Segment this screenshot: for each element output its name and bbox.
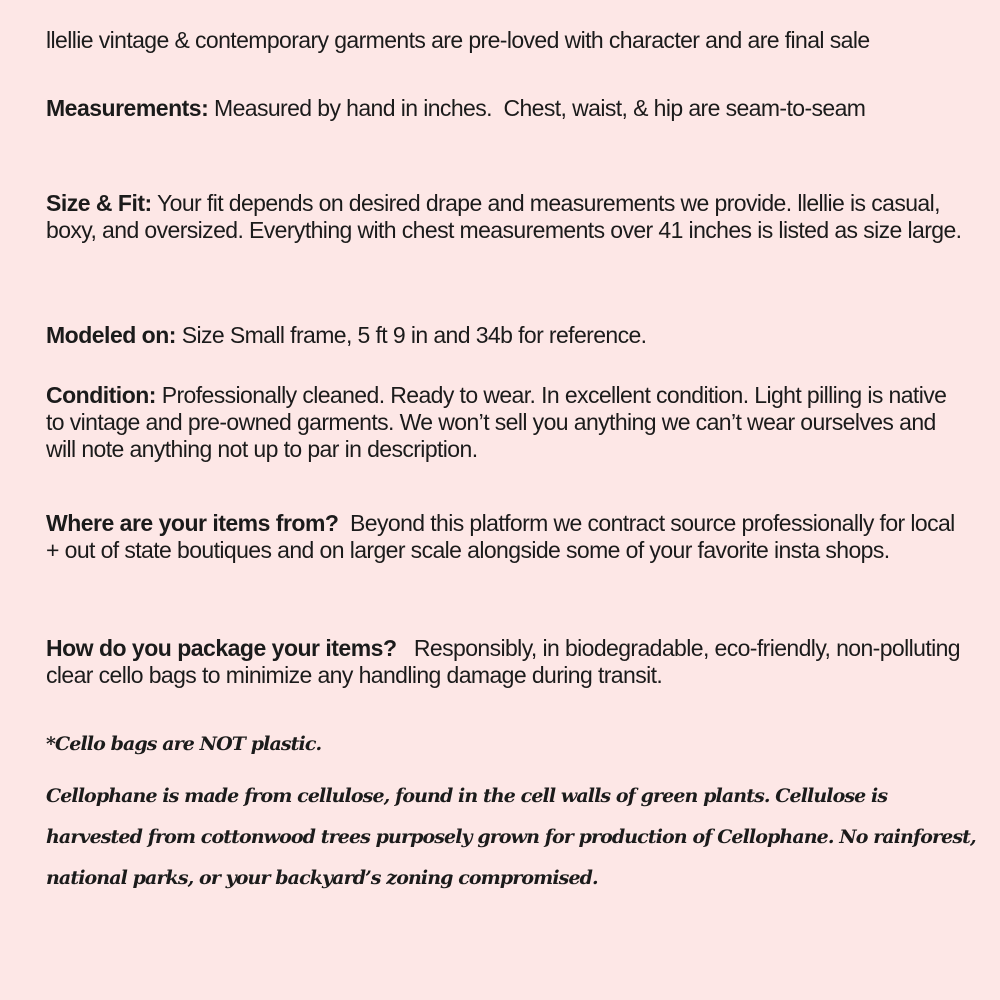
- condition-label: Condition:: [46, 382, 156, 408]
- where-from-label: Where are your items from?: [46, 510, 339, 536]
- intro-text: llellie vintage & contemporary garments are pre-loved with character and are final sale: [46, 27, 870, 53]
- cello-note-heading: *Cello bags are NOT plastic.: [46, 733, 322, 755]
- size-fit-text: Your fit depends on desired drape and measurements we provide. llellie is casual, boxy, and oversized. Everything with chest measurements over 41 inches is listed as size large.: [46, 190, 962, 243]
- size-fit-section: [46, 190, 970, 244]
- size-fit-label: Size & Fit:: [46, 190, 152, 216]
- cello-note-body: Cellophane is made from cellulose, found in the cell walls of green plants. Cellulose is harvested from cottonwood trees purposely grown for production of Cellophane. No rainforest, national parks, or your backyard’s zoning compromised.: [46, 785, 976, 889]
- measurements-label: Measurements:: [46, 95, 209, 121]
- where-from-text: Beyond this platform we contract source professionally for local + out of state boutiques and on larger scale alongside some of your favorite insta shops.: [46, 510, 961, 563]
- modeled-on-section: [46, 322, 970, 349]
- packaging-section: [46, 635, 970, 689]
- modeled-on-text: Size Small frame, 5 ft 9 in and 34b for reference.: [175, 322, 647, 348]
- measurements-section: [46, 95, 970, 122]
- condition-text: Professionally cleaned. Ready to wear. In excellent condition. Light pilling is native to vintage and pre-owned garments. We won’t sell you anything we can’t wear ourselves and will note anything not up to par in description.: [46, 382, 947, 462]
- condition-section: [46, 382, 970, 463]
- measurements-text: Measured by hand in inches. Chest, waist, & hip are seam-to-seam: [208, 95, 866, 121]
- packaging-text: Responsibly, in biodegradable, eco-friendly, non-polluting clear cello bags to minimize any handling damage during transit.: [46, 635, 966, 688]
- packaging-label: How do you package your items?: [46, 635, 397, 661]
- where-from-section: [46, 510, 970, 564]
- modeled-on-label: Modeled on:: [46, 322, 176, 348]
